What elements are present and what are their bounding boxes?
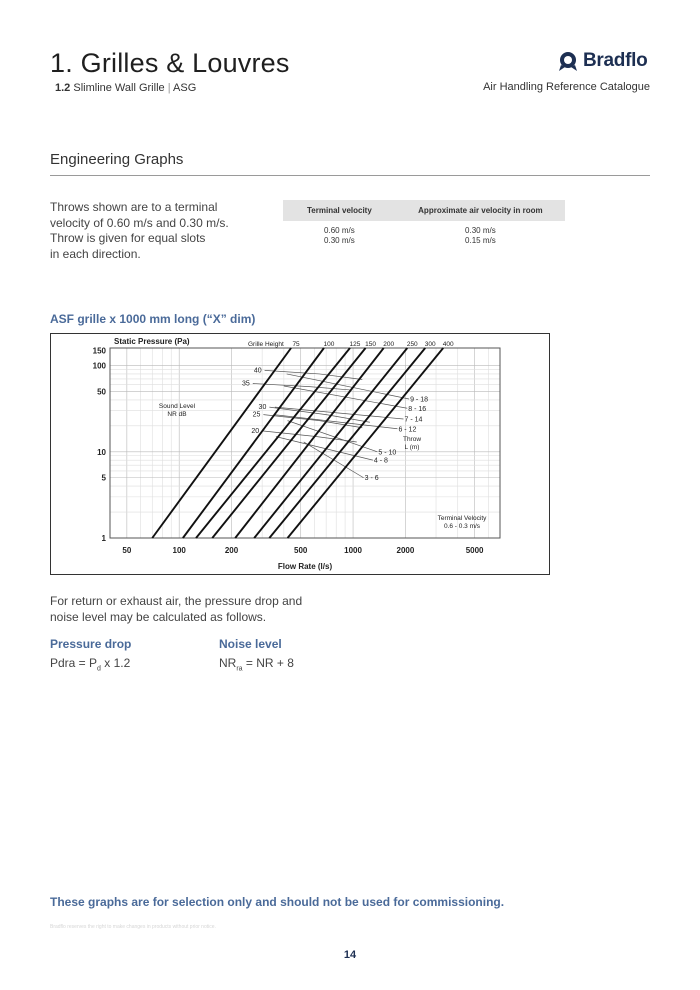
table-row <box>283 236 565 246</box>
formula-suffix: x 1.2 <box>100 656 131 670</box>
x-tick-label: 5000 <box>465 546 484 555</box>
throw-label: 6 - 12 <box>398 426 417 434</box>
table-header-row <box>283 200 565 221</box>
formula-prefix: Pdra = P <box>50 656 98 670</box>
y-tick-label: 1 <box>101 534 106 543</box>
noise-level-title: Noise level <box>219 637 282 651</box>
formula-prefix: NR <box>219 656 237 670</box>
table-header: Approximate air velocity in room <box>396 200 565 221</box>
series-label: 150 <box>365 341 376 348</box>
intro-line: Throws shown are to a terminal <box>50 200 218 214</box>
pressure-drop-title: Pressure drop <box>50 637 132 651</box>
throw-label: 3 - 6 <box>364 475 379 483</box>
section-divider <box>50 175 650 176</box>
throw-title: Throw <box>402 436 422 443</box>
throw-unit: L (m) <box>404 444 420 451</box>
series-label: 200 <box>383 341 395 348</box>
x-tick-label: 200 <box>224 546 239 555</box>
page-number: 14 <box>343 949 357 961</box>
fine-print: Bradflo reserves the right to make changes in products without prior notice. <box>50 924 216 930</box>
throw-label: 7 - 14 <box>404 416 423 424</box>
disclaimer: These graphs are for selection only and should not be used for commissioning. <box>50 895 505 909</box>
x-tick-label: 50 <box>122 546 132 555</box>
subtitle-number: 1.2 <box>55 82 71 94</box>
series-label: 400 <box>442 341 454 348</box>
grille-height-label: Grille Height <box>248 341 284 348</box>
page-title: 1. Grilles & Louvres <box>50 48 290 78</box>
formula-subscript: ra <box>236 665 243 673</box>
subtitle-code: ASG <box>173 82 197 94</box>
sound-level-label: 30 <box>258 404 267 412</box>
table-header: Terminal velocity <box>283 200 396 221</box>
series-label: 75 <box>292 341 300 348</box>
y-tick-label: 10 <box>97 447 106 457</box>
throw-label: 4 - 8 <box>373 457 388 465</box>
exhaust-note <box>50 594 302 625</box>
x-axis-label: Flow Rate (l/s) <box>277 562 333 571</box>
sound-level-title: Sound Level <box>158 403 196 410</box>
x-tick-label: 100 <box>172 546 186 555</box>
throw-label: 5 - 10 <box>378 449 397 457</box>
sound-level-label: 35 <box>241 380 250 388</box>
throw-label: 8 - 16 <box>408 405 427 413</box>
brand-name: Bradflo <box>583 50 648 71</box>
y-tick-label: 150 <box>92 346 106 356</box>
noise-level-formula <box>219 656 294 672</box>
terminal-velocity-title: Terminal Velocity <box>437 515 487 522</box>
table-cell: 0.15 m/s <box>465 236 496 245</box>
y-axis-label: Static Pressure (Pa) <box>114 337 190 346</box>
pressure-drop-formula <box>50 656 130 672</box>
note-line: For return or exhaust air, the pressure drop and <box>50 594 303 608</box>
terminal-velocity-range: 0.6 - 0.3 m/s <box>443 523 481 530</box>
throw-label: 9 - 18 <box>410 396 428 404</box>
table-row <box>283 221 565 236</box>
y-tick-label: 100 <box>92 361 106 371</box>
catalogue-title: Air Handling Reference Catalogue <box>483 81 650 93</box>
sound-level-label: 20 <box>251 427 260 435</box>
sound-level-unit: NR dB <box>167 411 187 418</box>
graph-title: ASF grille x 1000 mm long (“X” dim) <box>50 312 256 326</box>
note-line: noise level may be calculated as follows. <box>50 609 267 624</box>
formula-subscript: d <box>97 665 101 673</box>
bradflo-logo-icon <box>557 50 579 72</box>
table-cell: 0.60 m/s <box>324 226 355 235</box>
sound-level-label: 40 <box>253 367 262 375</box>
brand-logo <box>557 50 647 72</box>
subtitle-text: Slimline Wall Grille <box>73 82 165 94</box>
series-label: 100 <box>323 341 335 348</box>
page-subtitle <box>55 82 196 94</box>
intro-text <box>50 200 260 262</box>
subtitle-separator: | <box>167 82 171 94</box>
section-title: Engineering Graphs <box>50 151 184 168</box>
intro-line: in each direction. <box>50 246 141 261</box>
table-cell: 0.30 m/s <box>465 226 496 235</box>
series-label: 125 <box>349 341 361 348</box>
x-tick-label: 1000 <box>344 546 362 555</box>
series-label: 250 <box>406 341 418 348</box>
y-tick-label: 5 <box>101 473 106 483</box>
formula-suffix: = NR + 8 <box>242 656 294 670</box>
x-tick-label: 2000 <box>396 546 415 555</box>
terminal-velocity-table <box>283 200 565 246</box>
pressure-flow-chart <box>50 333 550 576</box>
table-cell: 0.30 m/s <box>324 236 355 245</box>
y-tick-label: 50 <box>97 387 106 397</box>
x-tick-label: 500 <box>294 546 308 555</box>
intro-line: Throw is given for equal slots <box>50 231 206 245</box>
intro-line: velocity of 0.60 m/s and 0.30 m/s. <box>50 215 229 230</box>
sound-level-label: 25 <box>252 411 261 419</box>
series-label: 300 <box>424 341 436 348</box>
